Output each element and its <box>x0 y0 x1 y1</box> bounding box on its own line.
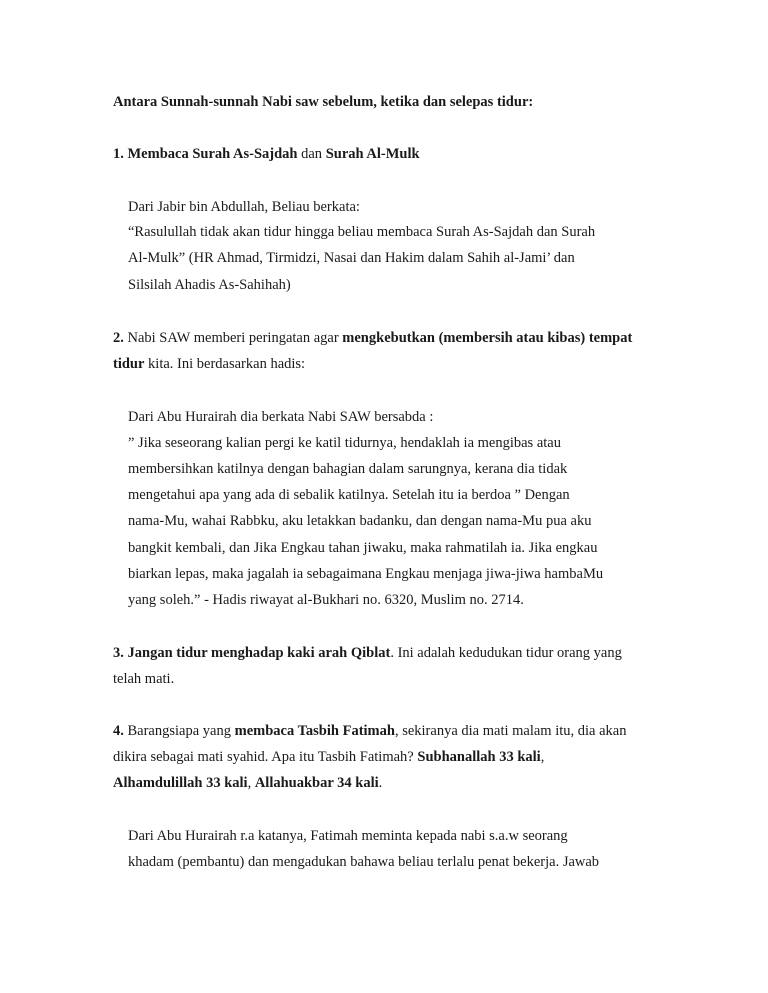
quote-2-line: Dari Abu Hurairah dia berkata Nabi SAW bersabda : <box>128 409 434 425</box>
item-2-line-2: tidur kita. Ini berdasarkan hadis: <box>113 356 306 372</box>
item-1: 1. Membaca Surah As-Sajdah dan Surah Al-Mulk <box>113 146 420 162</box>
quote-1-line: “Rasulullah tidak akan tidur hingga beliau membaca Surah As-Sajdah dan Surah <box>128 224 596 240</box>
item-4-line-1: 4. Barangsiapa yang membaca Tasbih Fatimah, sekiranya dia mati malam itu, dia akan <box>113 723 627 739</box>
item-4-line-3: Alhamdulillah 33 kali, Allahuakbar 34 kali. <box>113 775 383 791</box>
quote-2-line: bangkit kembali, dan Jika Engkau tahan jiwaku, maka rahmatilah ia. Jika engkau <box>128 540 598 556</box>
quote-1-line: Al-Mulk” (HR Ahmad, Tirmidzi, Nasai dan Hakim dalam Sahih al-Jami’ dan <box>128 250 575 266</box>
quote-1-line: Dari Jabir bin Abdullah, Beliau berkata: <box>128 199 360 215</box>
item-3-line-1: 3. Jangan tidur menghadap kaki arah Qiblat. Ini adalah kedudukan tidur orang yang <box>113 645 622 661</box>
quote-2-line: membersihkan katilnya dengan bahagian dalam sarungnya, kerana dia tidak <box>128 461 568 477</box>
quote-2-line: mengetahui apa yang ada di sebalik katilnya. Setelah itu ia berdoa ” Dengan <box>128 487 570 503</box>
item-4-line-2: dikira sebagai mati syahid. Apa itu Tasbih Fatimah? Subhanallah 33 kali, <box>113 749 545 765</box>
quote-1-line: Silsilah Ahadis As-Sahihah) <box>128 277 291 293</box>
quote-2-line: nama-Mu, wahai Rabbku, aku letakkan badanku, dan dengan nama-Mu pua aku <box>128 513 592 529</box>
item-3-line-2: telah mati. <box>113 671 175 687</box>
quote-4-line: Dari Abu Hurairah r.a katanya, Fatimah meminta kepada nabi s.a.w seorang <box>128 828 568 844</box>
quote-2-line: ” Jika seseorang kalian pergi ke katil tidurnya, hendaklah ia mengibas atau <box>128 435 561 451</box>
quote-2-line: biarkan lepas, maka jagalah ia sebagaimana Engkau menjaga jiwa-jiwa hambaMu <box>128 566 604 582</box>
item-2-line-1: 2. Nabi SAW memberi peringatan agar mengkebutkan (membersih atau kibas) tempat <box>113 330 633 346</box>
quote-4-line: khadam (pembantu) dan mengadukan bahawa beliau terlalu penat bekerja. Jawab <box>128 854 600 870</box>
document-heading: Antara Sunnah-sunnah Nabi saw sebelum, ketika dan selepas tidur: <box>113 94 534 110</box>
quote-2-line: yang soleh.” - Hadis riwayat al-Bukhari no. 6320, Muslim no. 2714. <box>128 592 524 608</box>
